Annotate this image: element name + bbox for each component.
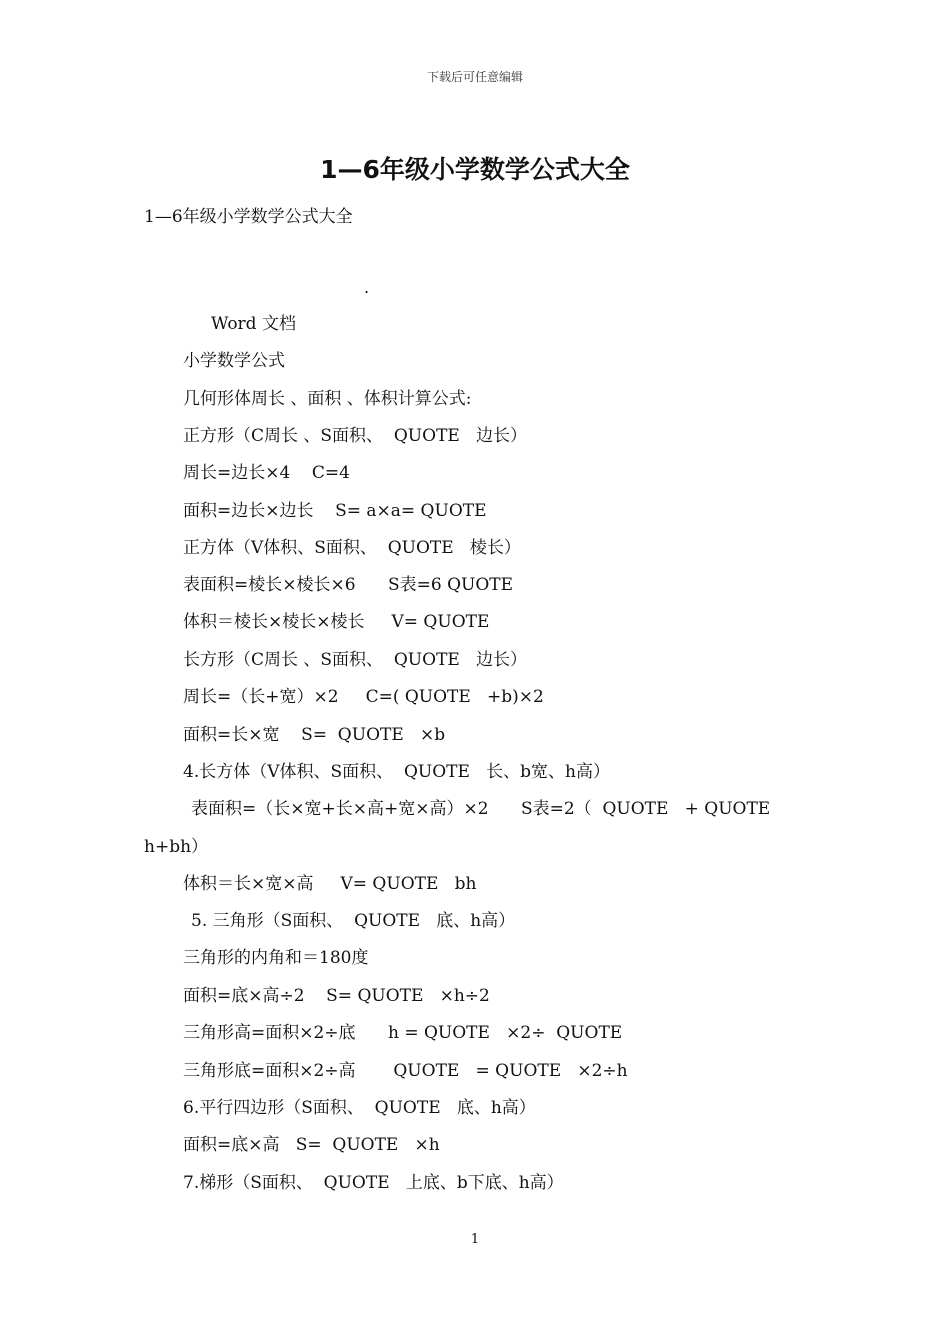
text-line: 三角形底=面积×2÷高 QUOTE = QUOTE ×2÷h <box>183 1061 628 1081</box>
text-line: 4.长方体（V体积、S面积、 QUOTE 长、b宽、h高） <box>183 762 610 782</box>
text-line: 周长=（长+宽）×2 C=( QUOTE +b)×2 <box>183 687 544 707</box>
text-line: 6.平行四边形（S面积、 QUOTE 底、h高） <box>183 1098 536 1118</box>
text-line: 小学数学公式 <box>183 351 285 371</box>
dot-mark: . <box>364 278 370 297</box>
text-line: 正方形（C周长 、S面积、 QUOTE 边长） <box>183 426 528 446</box>
text-line: 正方体（V体积、S面积、 QUOTE 棱长） <box>183 538 521 558</box>
text-line: h+bh） <box>144 837 209 857</box>
text-line: Word 文档 <box>211 314 296 334</box>
text-line: 体积＝棱长×棱长×棱长 V= QUOTE <box>183 612 490 632</box>
document-title: 1—6年级小学数学公式大全 <box>320 155 630 184</box>
text-line: 周长=边长×4 C=4 <box>183 463 350 483</box>
text-line: 面积=长×宽 S= QUOTE ×b <box>183 725 446 745</box>
text-line: 面积=底×高÷2 S= QUOTE ×h÷2 <box>183 986 490 1006</box>
page-header: 下载后可任意编辑 <box>426 70 523 84</box>
text-line: 面积=边长×边长 S= a×a= QUOTE <box>183 501 487 521</box>
page-number: 1 <box>470 1232 480 1247</box>
text-line: 面积=底×高 S= QUOTE ×h <box>183 1135 440 1155</box>
text-line: 三角形的内角和＝180度 <box>183 948 369 968</box>
text-line: 体积＝长×宽×高 V= QUOTE bh <box>183 874 477 894</box>
text-line: 三角形高=面积×2÷底 h = QUOTE ×2÷ QUOTE <box>183 1023 623 1043</box>
text-line: 5. 三角形（S面积、 QUOTE 底、h高） <box>191 911 516 931</box>
text-line: 表面积=棱长×棱长×6 S表=6 QUOTE <box>183 575 514 595</box>
text-line: 几何形体周长 、面积 、体积计算公式: <box>183 389 472 409</box>
text-line: 长方形（C周长 、S面积、 QUOTE 边长） <box>183 650 528 670</box>
text-line: 7.梯形（S面积、 QUOTE 上底、b下底、h高） <box>183 1173 564 1193</box>
text-line: 表面积=（长×宽+长×高+宽×高）×2 S表=2（ QUOTE + QUOTE <box>191 799 771 819</box>
document-subtitle: 1—6年级小学数学公式大全 <box>144 207 353 227</box>
